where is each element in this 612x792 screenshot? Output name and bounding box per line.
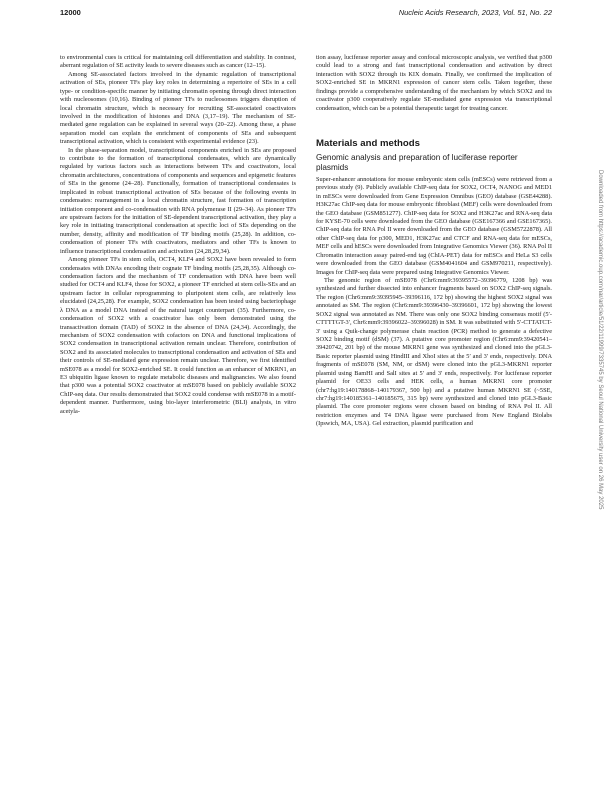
subsection-heading: Genomic analysis and preparation of luciferase reporter plasmids xyxy=(316,152,518,172)
body-paragraph: Among SE-associated factors involved in the dynamic regulation of transcriptional activation of SEs, pioneer TFs play key roles in determining a repertoire of SEs in a cell type- or condition-specific manner by initiating chromatin opening through direct interaction with nucleosomes (10,16). Binding of pioneer TFs to nucleosomes triggers disruption of local chromatin structure, which is necessary for recruiting SE-associated coactivators involved in the modification of histones and DNA (3,17–19). The mechanism of SE-mediated gene regulation can be explained in several ways (20–22). Among these, a phase separation model can explain the enrichment of components of SEs and subsequent transcriptional activation, which is consistent with experimental evidence (23). xyxy=(60,70,296,146)
section-heading: Materials and methods xyxy=(316,137,420,149)
right-column xyxy=(316,54,552,429)
body-paragraph: In the phase-separation model, transcriptional components enriched in SEs are proposed to contribute to the formation of transcriptional condensates, which are dynamically regulated by various factors such as interactions between TFs and coactivators, local chromatin architectures, concentrations of components and sequences and epigenetic features of SEs in the genome (24–28). Functionally, formation of transcriptional condensates is implicated in robust transcriptional activation of SEs because of the following events in condensates: rearrangement in a local chromatin structure, fast formation of transcription initiation component and co-condensation with RNA polymerase II (29–34). As pioneer TFs are upstream factors for the initiation of SE-dependent transcriptional activation, they play a key role in initiating transcriptional condensation at specific loci of SEs depending on the number, density, affinity and modification of TF binding motifs (25,28). In addition, co-condensation of pioneer TFs with coactivators, mediators and other TFs is known to influence transcriptional condensation and activation (24,28,29,34). xyxy=(60,146,296,255)
page-header xyxy=(60,8,552,22)
left-column xyxy=(60,54,296,416)
page-number: 12000 xyxy=(60,8,81,17)
journal-reference: Nucleic Acids Research, 2023, Vol. 51, No. 22 xyxy=(398,8,552,17)
download-watermark: Downloaded from https://academic.oup.com/nar/article/51/22/11999/7335745 by Seoul National University user on 26 May 2025 xyxy=(597,170,603,510)
body-paragraph: The genomic region of mSE078 (Chr6:mm9:39395572–39396779, 1208 bp) was synthesized and further dissected into enhancer fragments based on SOX2 ChIP-seq signals. The region (Chr6:mm9:39395945–39396116, 172 bp) showing the highest SOX2 signal was annotated as SM. The region (Chr6:mm9:39396430–39396601, 172 bp) showing the lowest SOX2 signal was annotated as NM. There was only one SOX2 binding consensus motif (5′-CTTTTGT-3′, Chr6:mm9:39396022–39396028) in SM. It was substituted with 5′-CTTATCT-3′ using a Quik-change polymerase chain reaction (PCR) method to generate a defective SOX2 binding motif (dSM) (37). A putative core promoter region (Chr6:mm9:39420541–39420742, 201 bp) of the mouse MKRN1 gene was synthesized and cloned into the pGL3-Basic reporter plasmid using HindIII and XhoI sites at the 5′ and 3′ ends, respectively. DNA fragments of mSE078 (SM, NM, or dSM) were cloned into the pGL3-MKRN1 reporter plasmid using BamHI and SalI sites at 5′ and 3′ ends, respectively. For luciferase reporter plasmid for OE33 cells and HEK cells, a human MKRN1 core promoter (chr7:hg19:140178868–140179367, 500 bp) and a putative human MKRN1 SE (~5SE, chr7:hg19:140185361–140185675, 315 bp) were synthesized and cloned into pGL3-Basic plasmid. The core promoter regions were chosen based on binding of RNA Pol II. All restriction enzymes and T4 DNA ligase were purchased from New England Biolabs (Ipswich, MA, USA). Gel extraction, plasmid purification and xyxy=(316,277,552,428)
body-paragraph: Among pioneer TFs in stem cells, OCT4, KLF4 and SOX2 have been revealed to form condensates with DNAs encoding their cognate TF binding motifs (25,28,35). Although co-condensation factors and the mechanism of TF condensation with DNA have been well studied for OCT4 and KLF4, those for SOX2, a pioneer TF enriched at stem cells-SEs and an upstream factor in cellular reprogramming to pluripotent stem cells, are relatively less elucidated (24,25,28). For example, SOX2 condensation has been tested using bacteriophage λ DNA as a model DNA instead of the natural target counterpart (35). Furthermore, co-condensation of SOX2 with a coactivator has only been demonstrated using the transactivation domain (TAD) of SOX2 in the absence of DNA (24,34). Accordingly, the mechanism of SOX2 condensation with cofactors on DNA and functional implications of SOX2 condensation in transcriptional activation remain unclear. Therefore, contribution of SOX2 and its associated molecules to transcriptional condensation and activation of SEs and their controls of SE-mediated gene expression remain unclear. Therefore, we first identified mSE078 as a model for SOX2-enriched SE. It could function as an enhancer of MKRN1, an E3 ubiquitin ligase known to regulate metabolic diseases and malignancies. We also found that p300 was a potential SOX2 coactivator at mSE078 based on publicly available SOX2 ChIP-seq data. Our results demonstrated that SOX2 could condense with mSE078 in a motif-dependent manner. Furthermore, using bio-layer interferometric (BLI) analysis, in vitro acetyla- xyxy=(60,256,296,415)
body-paragraph: tion assay, luciferase reporter assay and confocal microscopic analysis, we verified that p300 could lead to a strong and fast transcriptional condensation and activation by direct interaction with SOX2 through its KIX domain. Finally, we confirmed the implication of SOX2-enriched SE in MKRN1 expression of cancer stem cells. Taken together, these findings provide a comprehensive understanding of the mechanism by which SOX2 and its coactivator p300 cooperatively regulate SE-mediated gene expression via transcriptional condensation, which can be a potential therapeutic target for treating cancer. xyxy=(316,54,552,112)
body-paragraph: Super-enhancer annotations for mouse embryonic stem cells (mESCs) were retrieved from a previous study (9). Publicly available ChIP-seq data for SOX2, OCT4, NANOG and MED1 in mESCs were downloaded from Gene Expression Omnibus (GEO) database (GSE44288). H3K27ac ChIP-seq data for mouse embryonic fibroblast (MEF) cells were downloaded from the GEO database (GSM851277). ChIP-seq data for SOX2 and H3K27ac and RNA-seq data for KYSE-70 cells were downloaded from the GEO database (GSE167366 and GSE167365). ChIP-seq data for RNA Pol II were downloaded from the GEO database (GSM5722878). All other ChIP-seq data for p300, MED1, H3K27ac and CTCF and RNA-seq data for mESCs, MEF cells and hESCs were downloaded from Integrative Genomics Viewer (36). RNA Pol II Chromatin interaction assay paired-end tag (ChIA-PET) data for mESCs and HeLa S3 cells were downloaded from the GEO database (GSM4041604 and GSM970211, respectively). Images for ChIP-seq data were prepared using Integrative Genomics Viewer. xyxy=(316,175,552,276)
body-paragraph: to environmental cues is critical for maintaining cell differentiation and stability. In contrast, aberrant regulation of SE activity leads to severe diseases such as cancer (12–15). xyxy=(60,54,296,70)
